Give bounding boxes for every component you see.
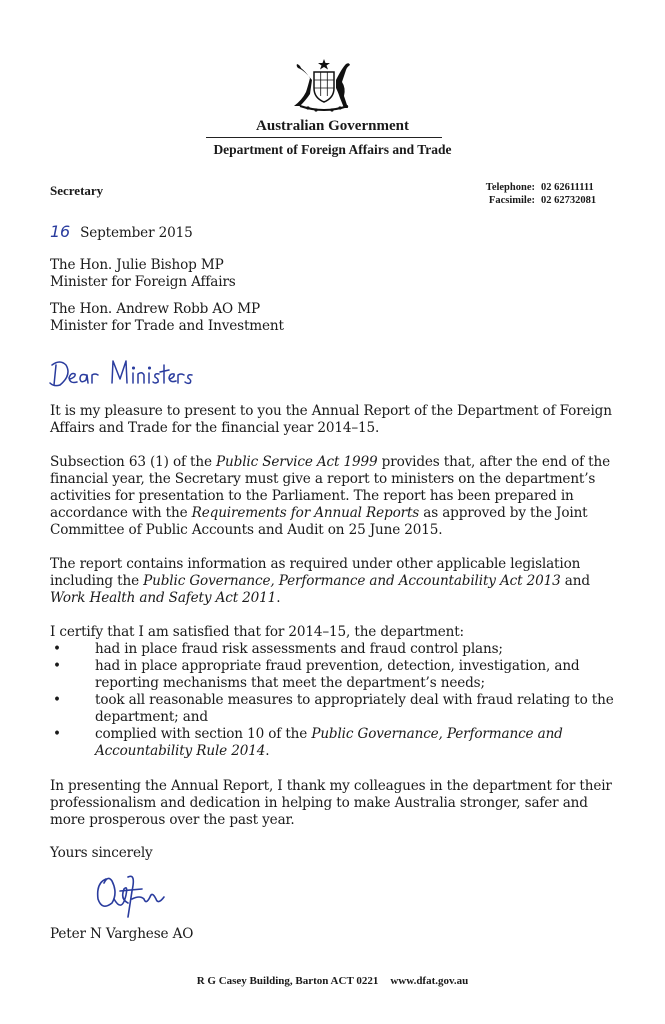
signatory-name — [50, 926, 620, 943]
recipient-role: Minister for Foreign Affairs — [50, 274, 236, 290]
telephone-number: 02 62611111 — [541, 182, 594, 193]
act-title: Public Service Act 1999 — [216, 454, 378, 470]
office-title: Secretary — [50, 183, 104, 198]
handwritten-salutation — [46, 353, 196, 393]
contact-details — [473, 182, 613, 207]
footer-website: www.dfat.gov.au — [390, 975, 469, 987]
list-item: • had in place appropriate fraud prevention, detection, investigation, and reporting mechanisms that meet the department’s needs; — [50, 658, 620, 692]
letter-footer — [0, 975, 665, 987]
text-run: . — [265, 743, 270, 759]
paragraph-certification — [50, 624, 620, 641]
signatory-text: Peter N Varghese AO — [50, 926, 194, 942]
coat-of-arms-icon — [284, 58, 364, 114]
requirements-title: Requirements for Annual Reports — [191, 505, 420, 521]
letter-date — [50, 223, 620, 242]
paragraph-introduction — [50, 403, 620, 437]
rule-title: Public Governance, Performance and Accountability Rule 2014 — [95, 726, 563, 759]
list-item: • had in place fraud risk assessments and fraud control plans; — [50, 641, 620, 658]
list-item: • took all reasonable measures to appropriately deal with fraud relating to the department; and — [50, 692, 620, 726]
facsimile-number: 02 62732081 — [541, 194, 597, 206]
facsimile-label: Facsimile: — [488, 194, 535, 206]
government-name: Australian Government — [256, 118, 409, 134]
handwritten-day: 16 — [50, 222, 71, 241]
footer-address: R G Casey Building, Barton ACT 0221 — [196, 975, 379, 987]
recipient-role: Minister for Trade and Investment — [50, 318, 284, 334]
text-run: provides that, after the end of the financial year, the Secretary must give a report to ministers on the department’s activities for presentation to the Parliament. The report has been prepared in accordance with the — [50, 454, 610, 521]
recipient-block-2 — [50, 301, 620, 335]
facsimile-row — [473, 195, 613, 208]
act-title: Public Governance, Performance and Accountability Act 2013 — [143, 573, 561, 589]
text-run: The report contains information as required under other applicable legislation including the — [50, 556, 581, 589]
certification-list — [50, 641, 620, 760]
letterhead-divider — [206, 137, 442, 138]
paragraph-text: I certify that I am satisfied that for 2014–15, the department: — [50, 624, 464, 640]
recipient-block-1 — [50, 257, 620, 291]
text-run: Subsection 63 (1) of the — [50, 454, 217, 470]
paragraph-other-legislation — [50, 556, 620, 607]
recipient-name: The Hon. Andrew Robb AO MP — [50, 301, 260, 317]
date-month-year: September 2015 — [80, 225, 193, 241]
department-name: Department of Foreign Affairs and Trade — [213, 142, 452, 157]
text-run: . — [276, 590, 281, 606]
paragraph-text: In presenting the Annual Report, I thank my colleagues in the department for their professionalism and dedication in helping to make Australia stronger, safer and more prosperous over the past year. — [50, 778, 612, 828]
paragraph-text — [50, 454, 620, 539]
handwritten-signature-icon — [92, 869, 182, 921]
paragraph-text — [50, 556, 620, 607]
paragraph-legislative-basis — [50, 454, 620, 539]
text-run: complied with section 10 of the — [95, 726, 312, 742]
closing-text: Yours sincerely — [50, 845, 153, 861]
telephone-row — [473, 182, 613, 195]
telephone-label: Telephone: — [485, 182, 535, 193]
paragraph-text: It is my pleasure to present to you the Annual Report of the Department of Foreign Affairs and Trade for the financial year 2014–15. — [50, 403, 612, 436]
closing-line — [50, 845, 620, 862]
text-run: as approved by the Joint Committee of Public Accounts and Audit on 25 June 2015. — [50, 505, 588, 538]
text-run: and — [560, 573, 590, 589]
act-title: Work Health and Safety Act 2011 — [50, 590, 277, 606]
recipient-name: The Hon. Julie Bishop MP — [50, 257, 224, 273]
paragraph-thanks — [50, 778, 620, 829]
list-item — [50, 726, 620, 760]
